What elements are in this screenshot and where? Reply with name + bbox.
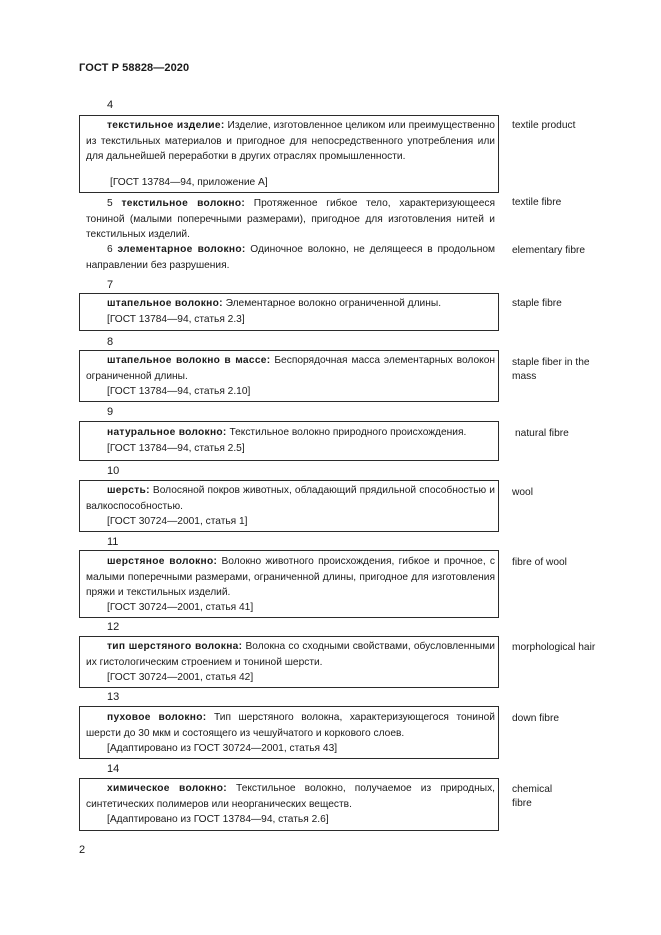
source-reference: [ГОСТ 13784—94, статья 2.3] [107,314,245,325]
entry-text [86,710,495,741]
term: химическое волокно: [107,783,227,794]
definition: Волокна со сходными свойствами, обусловленными их гистологическим строением и тониной шерсти. [86,641,495,668]
english-term: staple fibre [512,298,562,309]
english-term: chemical fibre [512,784,553,809]
entry-number: 12 [107,621,120,633]
entry-number: 13 [107,691,120,703]
entry-number: 7 [107,279,114,291]
entry-text [86,554,495,601]
entry-number: 11 [107,536,119,548]
term: натуральное волокно: [107,427,227,438]
entry-text [86,425,495,441]
english-term: staple fiber in the mass [512,357,590,382]
entry-text [86,353,495,384]
source-reference: [Адаптировано из ГОСТ 30724—2001, статья 43] [107,743,338,754]
english-term: natural fibre [515,428,569,439]
page-number: 2 [79,844,86,856]
definition: Текстильное волокно, получаемое из природных, синтетических полимеров или неорганических веществ. [86,783,496,810]
term: тип шерстяного волокна: [107,641,243,652]
entry-text [86,118,495,165]
term: штапельное волокно в массе: [107,355,271,366]
term: пуховое волокно: [107,712,207,723]
definition: Беспорядочная масса элементарных волокон ограниченной длины. [86,355,495,382]
source-reference: [ГОСТ 13784—94, приложение А] [110,177,268,188]
english-term: textile product [512,120,576,131]
document-header: ГОСТ Р 58828—2020 [79,62,190,74]
english-term: fibre of wool [512,557,567,568]
term: штапельное волокно: [107,298,223,309]
english-term: wool [512,487,533,498]
entry-number: 8 [107,336,114,348]
definition: Волосяной покров животных, обладающий прядильной способностью и валкоспособностью. [86,485,495,512]
definition: Тип шерстяного волокна, характеризующегося тониной шерсти до 30 мкм и состоящего из чешуйчатого и коркового слоев. [86,712,495,739]
entry-number: 9 [107,406,114,418]
definition: Изделие, изготовленное целиком или преимущественно из текстильных материалов и пригодное для непосредственного употребления или для дальнейшей переработки в других отраслях промышленности. [86,120,495,163]
entry-number: 4 [107,99,114,111]
english-term: textile fibre [512,197,562,208]
definition: Элементарное волокно ограниченной длины. [222,298,442,309]
source-reference: [ГОСТ 30724—2001, статья 41] [107,602,254,613]
term: шерсть: [107,485,150,496]
source-reference: [ГОСТ 30724—2001, статья 1] [107,516,248,527]
term: шерстяное волокно: [107,556,218,567]
source-reference: [ГОСТ 13784—94, статья 2.10] [107,386,251,397]
term: элементарное волокно: [117,244,246,255]
source-reference: [ГОСТ 30724—2001, статья 42] [107,672,254,683]
entry-number: 6 [107,244,113,255]
definition: Одиночное волокно, не делящееся в продольном направлении без разрушения. [86,244,495,271]
entry-text [86,242,495,273]
english-term: morphological hair [512,642,596,653]
term: текстильное изделие: [107,120,225,131]
entry-number: 5 [107,198,113,209]
term: текстильное волокно: [121,198,246,209]
entry-text [86,196,495,243]
definition: Протяженное гибкое тело, характеризующееся тониной (малыми поперечными размерами), пригодное для изготовления нитей и текстильных изделий. [86,198,495,241]
entry-number: 10 [107,465,120,477]
entry-text [86,483,495,514]
source-reference: [ГОСТ 13784—94, статья 2.5] [107,443,245,454]
definition: Волокно животного происхождения, гибкое и прочное, с малыми поперечными размерами, ограниченной длины, пригодное для изготовления пряжи и текстильных изделий. [86,556,495,599]
english-term: down fibre [512,713,560,724]
entry-number: 14 [107,763,120,775]
entry-text [86,639,495,670]
definition: Текстильное волокно природного происхождения. [226,427,467,438]
source-reference: [Адаптировано из ГОСТ 13784—94, статья 2.6] [107,814,329,825]
entry-text [86,781,495,812]
english-term: elementary fibre [512,245,586,256]
entry-text [86,296,495,312]
